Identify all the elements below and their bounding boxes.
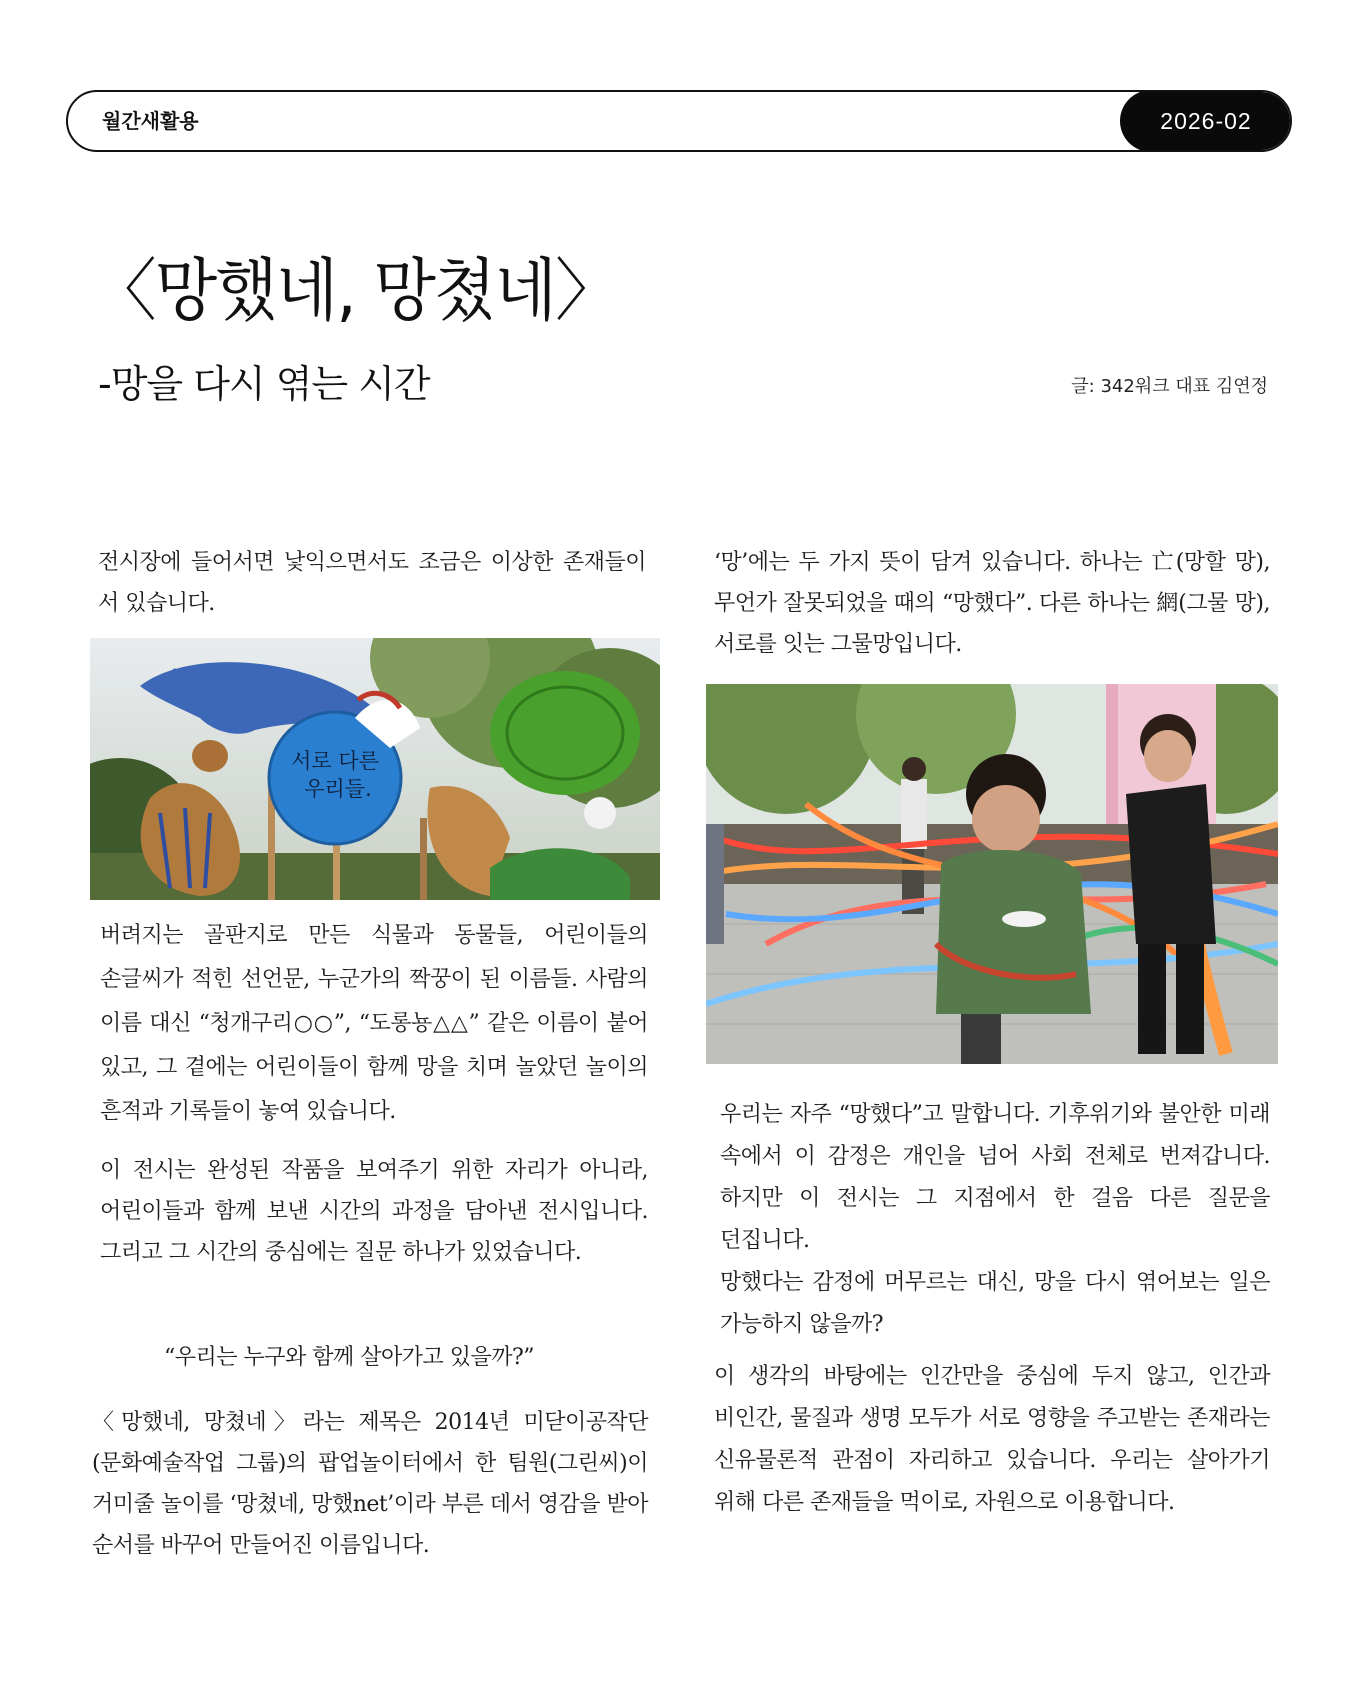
pull-quote: “우리는 누구와 함께 살아가고 있을까?” xyxy=(164,1345,535,1370)
sign-text-line1: 서로 다른 xyxy=(291,749,379,773)
paragraph-new-materialism: 이 생각의 바탕에는 인간만을 중심에 두지 않고, 인간과 비인간, 물질과 생명 모두가 서로 영향을 주고받는 존재라는 신유물론적 관점이 자리하고 있습니다. 우리는 살아가기 위해 다른 존재들을 먹이로, 자원으로 이용합니다. xyxy=(714,1364,1270,1515)
paragraph-intro: 전시장에 들어서면 낯익으면서도 조금은 이상한 존재들이 서 있습니다. xyxy=(98,550,646,616)
article-title: 〈망했네, 망쳤네〉 xyxy=(92,252,618,331)
paragraph-exhibition-purpose: 이 전시는 완성된 작품을 보여주기 위한 자리가 아니라, 어린이들과 함께 보낸 시간의 과정을 담아낸 전시입니다. 그리고 그 시간의 중심에는 질문 하나가 있었습니다. xyxy=(100,1158,648,1265)
publication-name: 월간새활용 xyxy=(102,109,199,133)
photo-cardboard-animals xyxy=(90,638,660,900)
paragraph-we-often-say: 우리는 자주 “망했다”고 말합니다. 기후위기와 불안한 미래 속에서 이 감정은 개인을 넘어 사회 전체로 번져갑니다. 하지만 이 전시는 그 지점에서 한 걸음 다른 질문을 던집니다. xyxy=(720,1102,1270,1253)
paragraph-question: 망했다는 감정에 머무르는 대신, 망을 다시 엮어보는 일은 가능하지 않을까? xyxy=(720,1270,1270,1337)
photo-children-weaving xyxy=(706,684,1278,1064)
paragraph-meaning-of-mang: ‘망’에는 두 가지 뜻이 담겨 있습니다. 하나는 亡(망할 망), 무언가 잘못되었을 때의 “망했다”. 다른 하나는 網(그물 망), 서로를 잇는 그물망입니다. xyxy=(714,550,1270,657)
sign-text-line2: 우리들. xyxy=(304,777,372,801)
article-subtitle: -망을 다시 엮는 시간 xyxy=(98,362,430,406)
header-bar xyxy=(66,90,1292,152)
paragraph-materials: 버려지는 골판지로 만든 식물과 동물들, 어린이들의 손글씨가 적힌 선언문, 누군가의 짝꿍이 된 이름들. 사람의 이름 대신 “청개구리○○”, “도롱뇽△△” 같은 이름이 붙어 있고, 그 곁에는 어린이들이 함께 망을 치며 놀았던 놀이의 흔적과 기록들이 놓여 있습니다. xyxy=(100,923,648,1124)
byline: 글: 342워크 대표 김연정 xyxy=(1071,376,1268,397)
issue-badge: 2026-02 xyxy=(1120,90,1292,152)
paragraph-title-origin: 〈망했네, 망쳤네〉라는 제목은 2014년 미닫이공작단(문화예술작업 그룹)의 팝업놀이터에서 한 팀원(그린씨)이 거미줄 놀이를 ‘망쳤네, 망했net’이라 부른 데서 영감을 받아 순서를 바꾸어 만들어진 이름입니다. xyxy=(92,1410,649,1558)
